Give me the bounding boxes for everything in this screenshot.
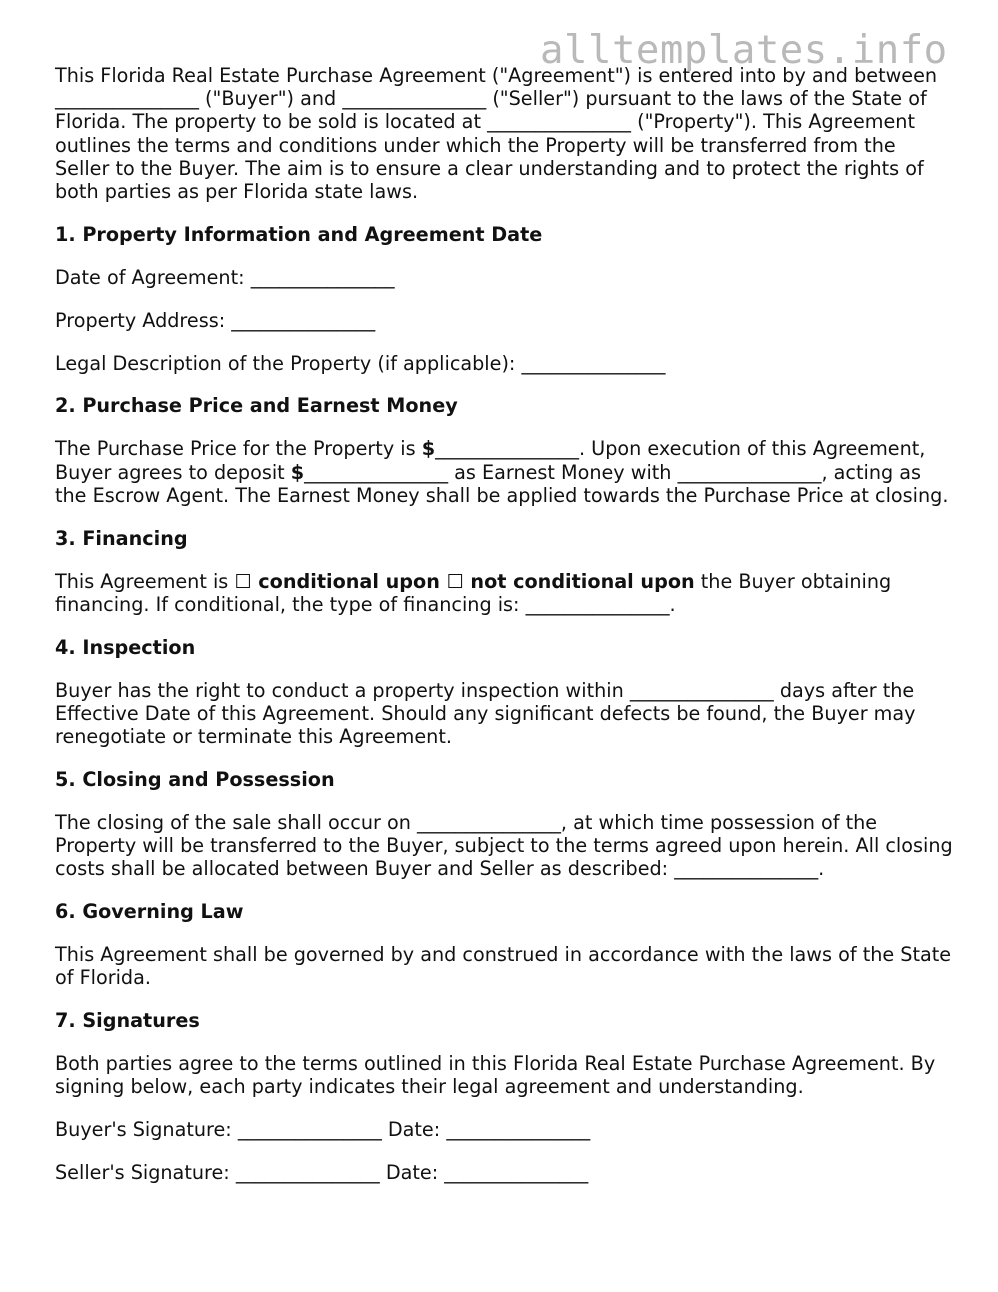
earnest-money-blank[interactable]: _______________ bbox=[304, 460, 449, 484]
agreement-date-line: Date of Agreement: _______________ bbox=[55, 265, 395, 289]
buyer-name-blank[interactable]: _______________ bbox=[55, 87, 199, 111]
agreement-document bbox=[55, 64, 955, 1184]
watermark: alltemplates.info bbox=[540, 28, 948, 73]
signatures-paragraph: Both parties agree to the terms outlined in this Florida Real Estate Purchase Agreement. By signing below, each party indicates their legal agreement and understanding. bbox=[55, 1051, 936, 1099]
agreement-date-blank[interactable]: _______________ bbox=[250, 265, 395, 289]
buyer-signature-blank[interactable]: _______________ bbox=[237, 1117, 382, 1141]
closing-paragraph: The closing of the sale shall occur on _______________, at which time possession of the Property will be transferred to the Buyer, subject to the terms agreed upon herein. All closing costs shall be allocated between Buyer and Seller as described: _______________. bbox=[55, 810, 953, 881]
legal-description-line: Legal Description of the Property (if applicable): _______________ bbox=[55, 351, 666, 375]
purchase-price-blank[interactable]: _______________ bbox=[435, 437, 579, 461]
buyer-signature-line: Buyer's Signature: _______________ Date: _______________ bbox=[55, 1117, 591, 1141]
escrow-agent-blank[interactable]: _______________ bbox=[677, 460, 822, 484]
seller-name-blank[interactable]: _______________ bbox=[342, 87, 487, 111]
closing-date-blank[interactable]: _______________ bbox=[417, 810, 561, 834]
section-3-heading: 3. Financing bbox=[55, 526, 188, 550]
intro-paragraph: This Florida Real Estate Purchase Agreement ("Agreement") is entered into by and between _______________ ("Buyer") and _______________ ("Seller") pursuant to the laws of the State of Florida. The property to be sold is located at _______________ ("Property"). This Agreement outlines the terms and conditions under which the Property will be transferred from the Seller to the Buyer. The aim is to ensure a clear understanding and to protect the rights of both parties as per Florida state laws. bbox=[55, 64, 938, 204]
seller-signature-blank[interactable]: _______________ bbox=[235, 1160, 380, 1184]
seller-signature-line: Seller's Signature: _______________ Date: _______________ bbox=[55, 1160, 589, 1184]
section-1-heading: 1. Property Information and Agreement Date bbox=[55, 222, 543, 246]
property-location-blank[interactable]: _______________ bbox=[487, 110, 631, 134]
buyer-date-blank[interactable]: _______________ bbox=[446, 1117, 591, 1141]
section-2-heading: 2. Purchase Price and Earnest Money bbox=[55, 394, 458, 418]
section-6-heading: 6. Governing Law bbox=[55, 900, 244, 924]
governing-law-paragraph: This Agreement shall be governed by and construed in accordance with the laws of the State of Florida. bbox=[55, 942, 952, 990]
financing-type-blank[interactable]: _______________ bbox=[525, 592, 670, 616]
section-4-heading: 4. Inspection bbox=[55, 635, 196, 659]
property-address-blank[interactable]: _______________ bbox=[231, 308, 376, 332]
legal-description-blank[interactable]: _______________ bbox=[521, 351, 666, 375]
seller-date-blank[interactable]: _______________ bbox=[444, 1160, 589, 1184]
section-5-heading: 5. Closing and Possession bbox=[55, 767, 335, 791]
property-address-line: Property Address: _______________ bbox=[55, 308, 376, 332]
not-conditional-checkbox[interactable]: ☐ bbox=[446, 569, 464, 593]
conditional-checkbox[interactable]: ☐ bbox=[234, 569, 252, 593]
closing-costs-blank[interactable]: _______________ bbox=[674, 857, 819, 881]
section-7-heading: 7. Signatures bbox=[55, 1009, 200, 1032]
inspection-days-blank[interactable]: _______________ bbox=[629, 678, 774, 702]
inspection-paragraph: Buyer has the right to conduct a property inspection within _______________ days after the Effective Date of this Agreement. Should any significant defects be found, the Buyer may renegotiate or terminate this Agreement. bbox=[55, 678, 916, 748]
purchase-price-paragraph: The Purchase Price for the Property is $_______________. Upon execution of this Agreement, Buyer agrees to deposit $_______________ as Earnest Money with _______________, acting as the Escrow Agent. The Earnest Money shall be applied towards the Purchase Price at closing. bbox=[55, 437, 949, 507]
financing-paragraph: This Agreement is ☐ conditional upon ☐ not conditional upon the Buyer obtaining financing. If conditional, the type of financing is: _______________. bbox=[55, 569, 892, 616]
